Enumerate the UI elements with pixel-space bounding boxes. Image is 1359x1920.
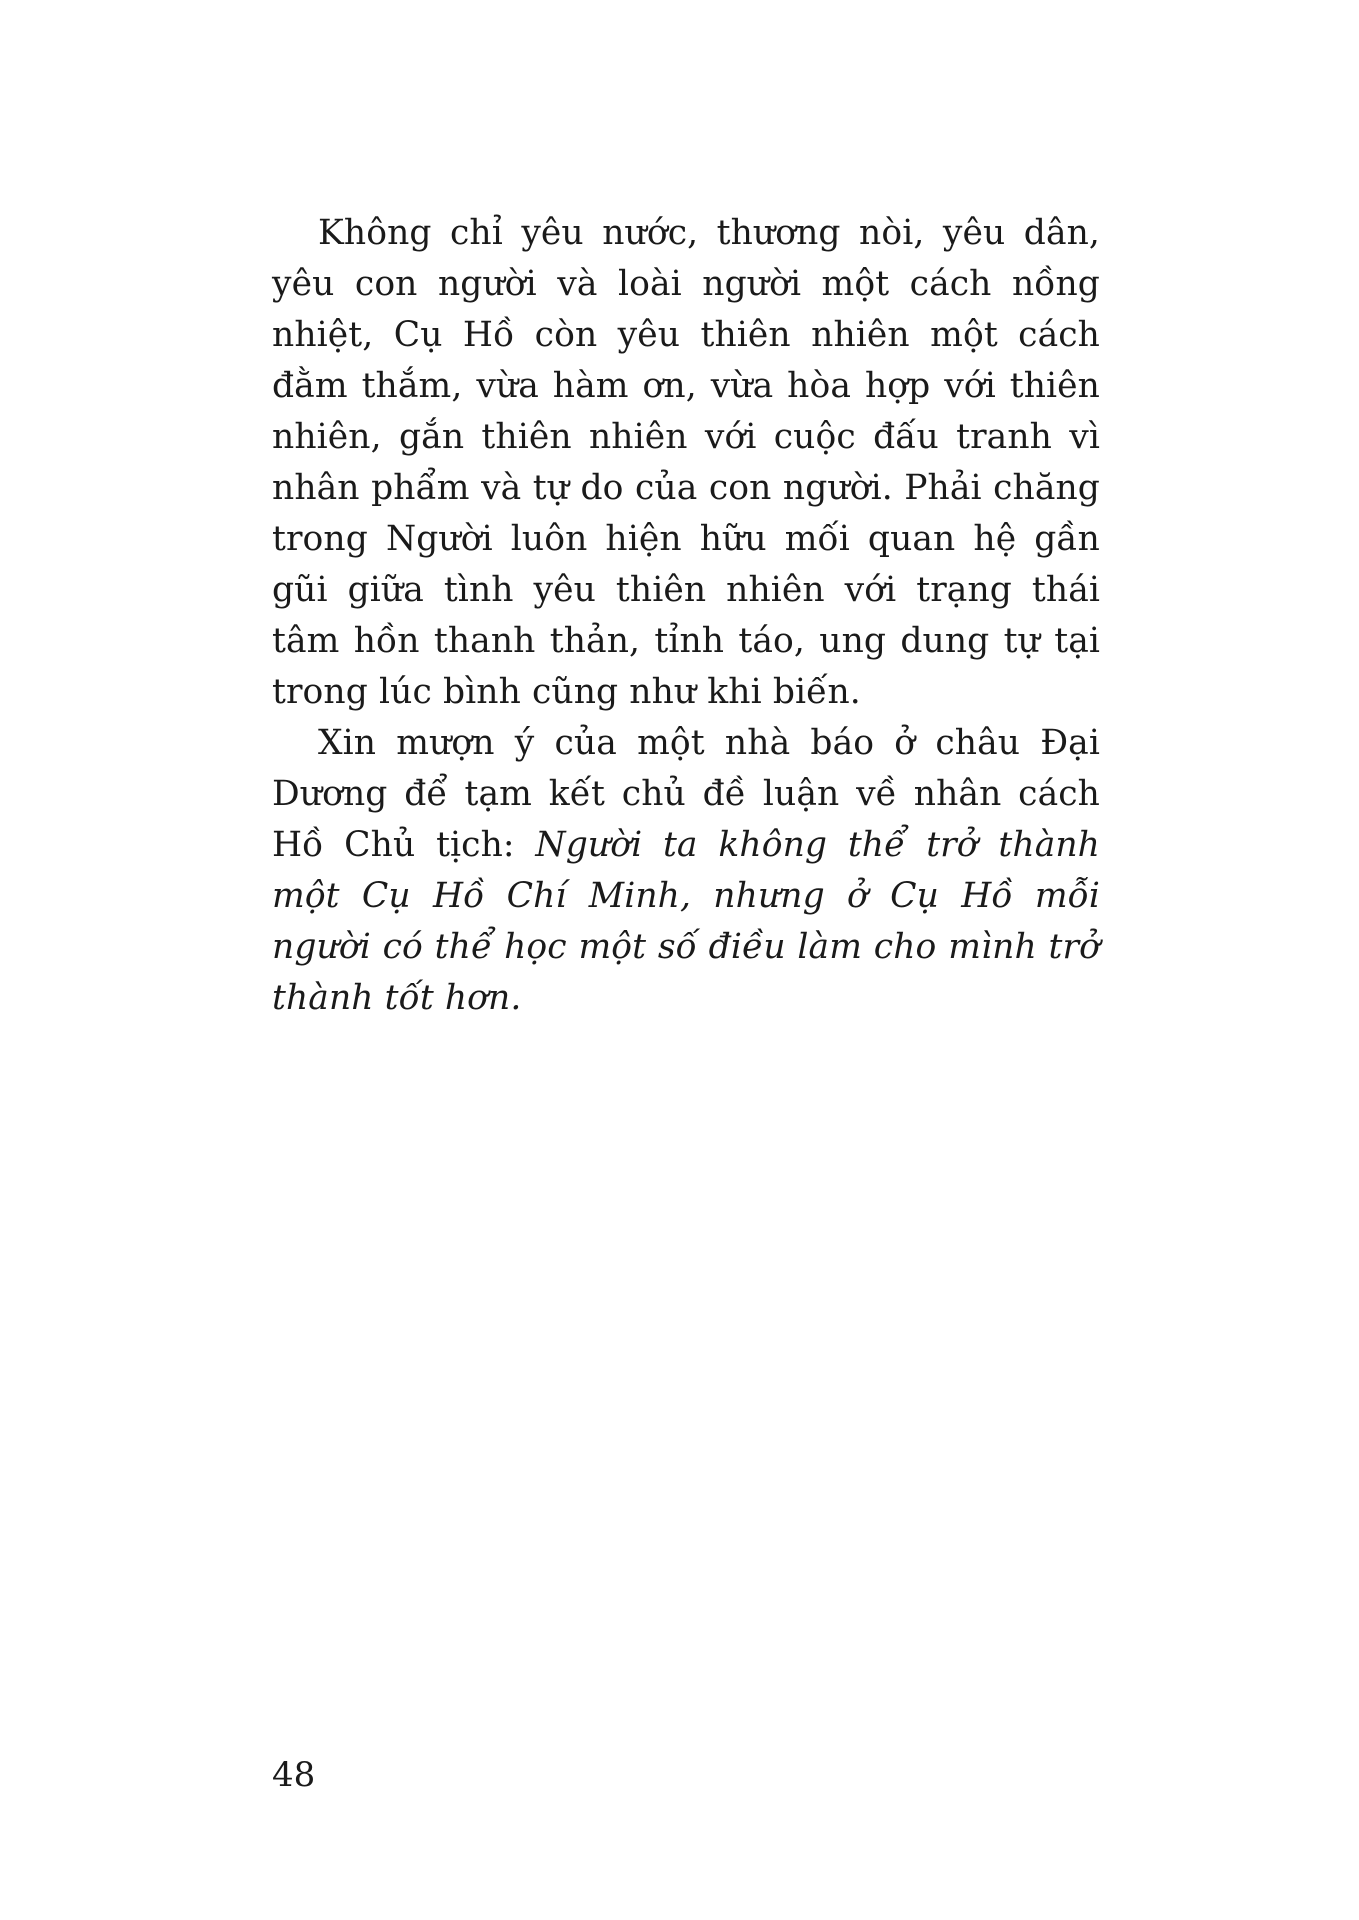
page-number: 48 [272,1755,316,1795]
quote-text: Người ta không thể trở thành một Cụ Hồ Chí Minh, nhưng ở Cụ Hồ mỗi người có thể học một số điều làm cho mình trở thành tốt hơn. [272,825,1101,1018]
paragraph-1 [272,208,1100,718]
body-text [272,208,1100,1024]
paragraph-2-text: Xin mượn ý của một nhà báo ở châu Đại Dương để tạm kết chủ đề luận về nhân cách Hồ Chủ tịch: [272,723,1100,865]
paragraph-1-text: Không chỉ yêu nước, thương nòi, yêu dân, yêu con người và loài người một cách nồng nhiệt, Cụ Hồ còn yêu thiên nhiên một cách đằm thắm, vừa hàm ơn, vừa hòa hợp với thiên nhiên, gắn thiên nhiên với cuộc đấu tranh vì nhân phẩm và tự do của con người. Phải chăng trong Người luôn hiện hữu mối quan hệ gần gũi giữa tình yêu thiên nhiên với trạng thái tâm hồn thanh thản, tỉnh táo, ung dung tự tại trong lúc bình cũng như khi biến. [272,213,1100,712]
paragraph-2 [272,718,1100,1024]
